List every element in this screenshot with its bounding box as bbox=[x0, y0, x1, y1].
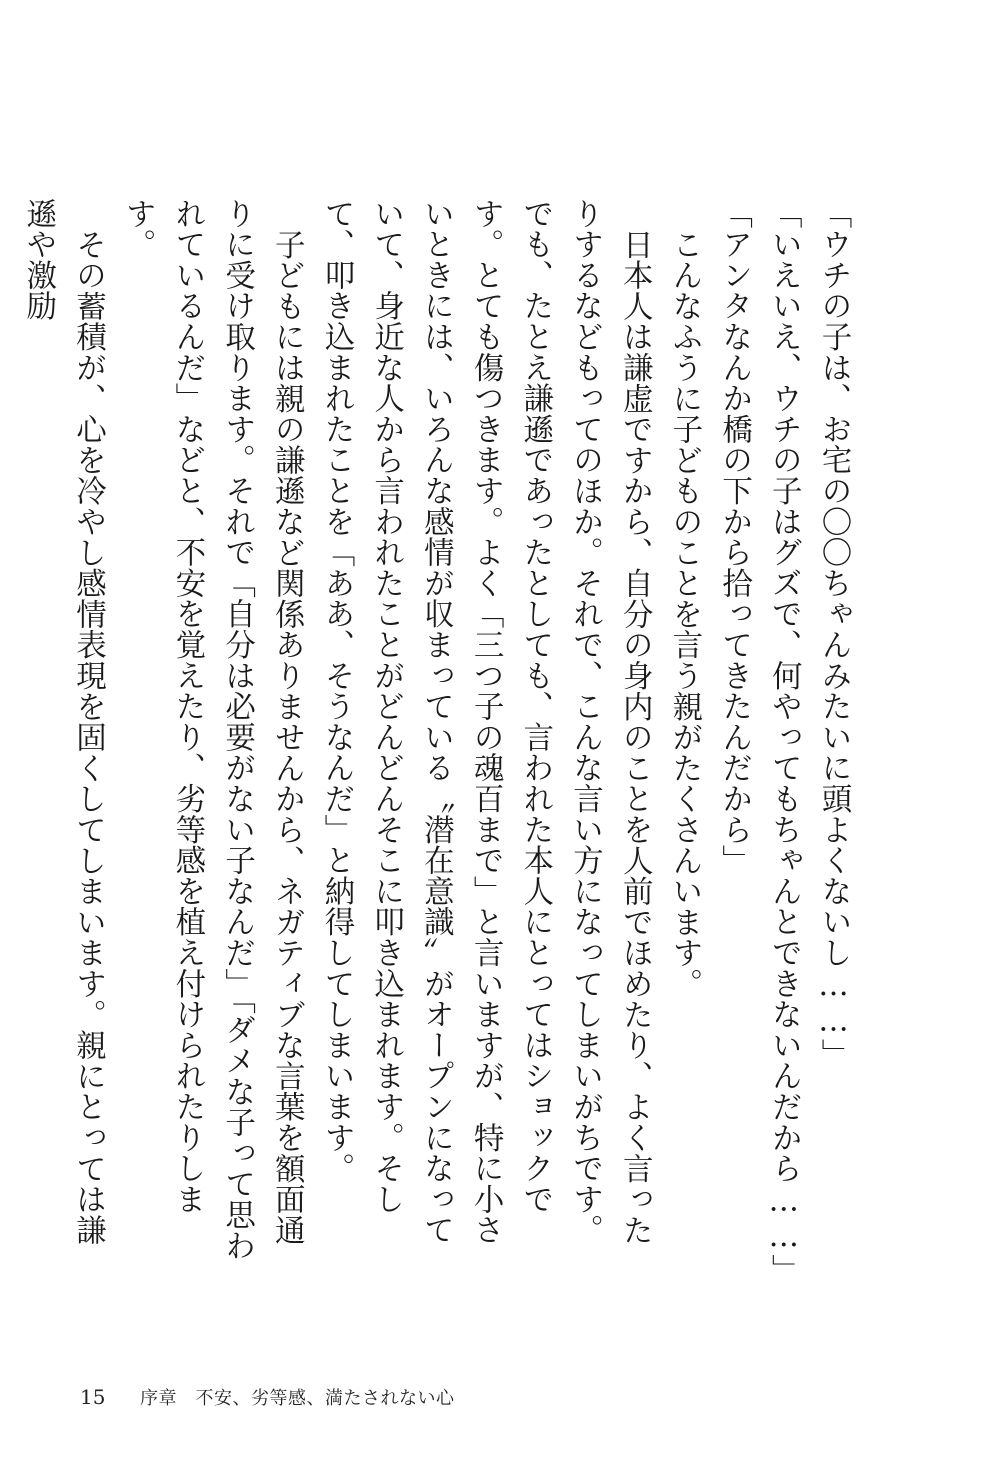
paragraph-3: 「アンタなんか橋の下から拾ってきたんだから」 bbox=[716, 198, 752, 876]
page-number: 15 bbox=[80, 1385, 106, 1409]
paragraph-8: その蓄積が、心を冷やし感情表現を固くしてしまいます。親にとっては謙遜や激励 bbox=[20, 198, 106, 1245]
paragraph-5: 日本人は謙虚ですから、自分の身内のことを人前でほめたり、よく言ったりするなどもってのほか。それで、こんな言い方になってしまいがちです。 bbox=[567, 198, 653, 1246]
paragraph-6: でも、たとえ謙遜であったとしても、言われた本人にとってはショックです。とても傷つきます。よく「三つ子の魂百まで」と言いますが、特に小さいときには、いろんな感情が収まっている〝潜在意識〟がオープンになっていて、身近な人から言われたことがどんどんそこに叩き込まれます。そして、叩き込まれたことを「ああ、そうなんだ」と納得してしまいます。 bbox=[318, 198, 553, 1246]
paragraph-4: こんなふうに子どものことを言う親がたくさんいます。 bbox=[666, 228, 702, 999]
page-footer bbox=[80, 1384, 455, 1412]
running-head: 序章 不安、劣等感、満たされない心 bbox=[140, 1388, 455, 1409]
paragraph-7: 子どもには親の謙遜など関係ありませんから、ネガティブな言葉を額面通りに受け取ります。それで「自分は必要がない子なんだ」「ダメな子って思われているんだ」などと、不安を覚えたり、劣等感を植え付けられたりします。 bbox=[120, 198, 305, 1261]
vertical-body-text bbox=[20, 198, 858, 1285]
paragraph-1: 「ウチの子は、お宅の〇〇ちゃんみたいに頭よくないし……」 bbox=[816, 198, 851, 1070]
paragraph-2: 「いえいえ、ウチの子はグズで、何やってもちゃんとできないんだから……」 bbox=[766, 198, 802, 1285]
